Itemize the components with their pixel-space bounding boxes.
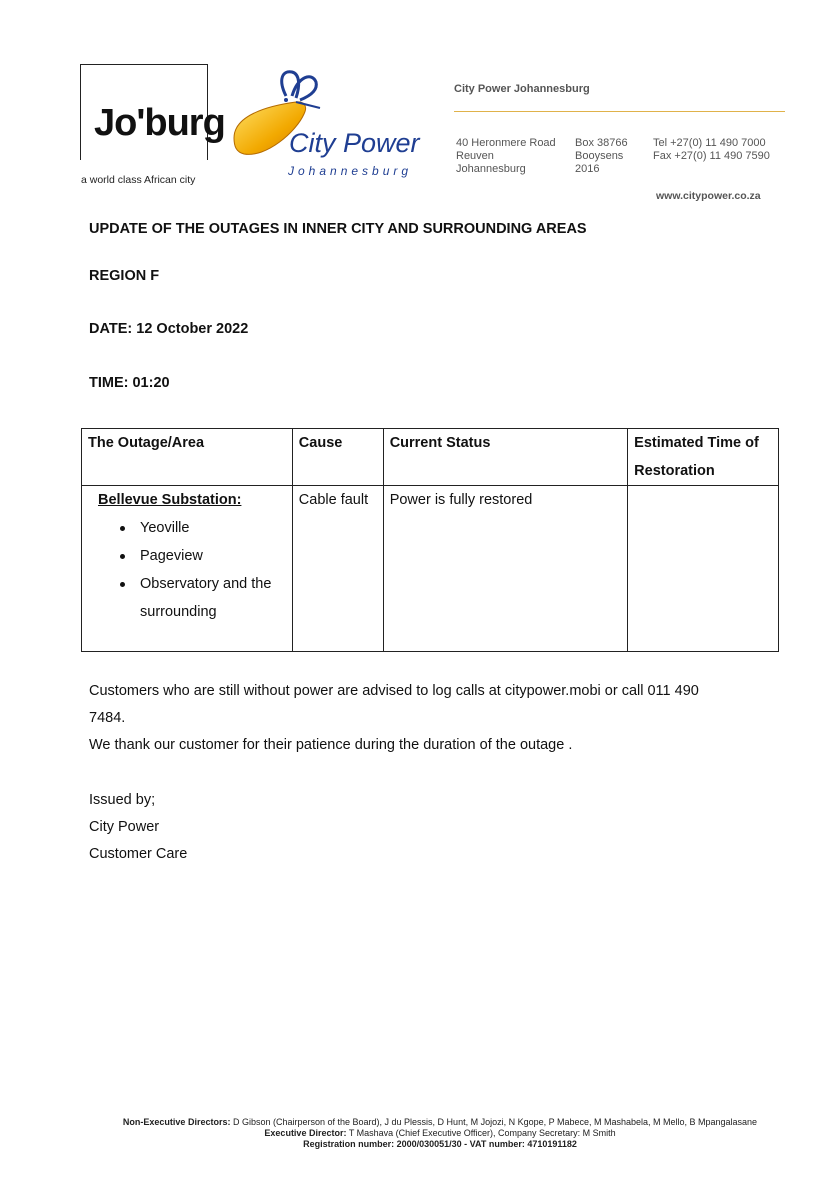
footer-non-exec-directors [60,1117,820,1128]
notice-line: We thank our customer for their patience during the duration of the outage . [89,737,573,753]
city-power-logo-subtitle: Johannesburg [288,164,413,178]
customer-notice [89,678,699,759]
column-header: Cause [292,429,383,486]
website-link[interactable]: www.citypower.co.za [656,190,761,202]
phone-line: Tel +27(0) 11 490 7000 [653,137,766,149]
company-postal-box [575,137,628,176]
company-name: City Power Johannesburg [454,83,590,95]
issued-by-label: Issued by; [89,792,156,808]
header-divider [454,111,785,112]
box-line: 2016 [575,163,600,175]
joburg-logo-wordmark: Jo'burg [94,102,225,144]
table-header-row [82,429,779,486]
footer-text: D Gibson (Chairperson of the Board), J du Plessis, D Hunt, M Jojozi, N Kgope, P Mabece, M Mashabela, M Mello, B Mpangalasane [232,1117,758,1127]
footer-text: T Mashava (Chief Executive Officer), Company Secretary: M Smith [348,1128,616,1138]
list-item: Pageview [88,542,286,570]
issuer-department: Customer Care [89,846,188,862]
box-line: Booysens [575,150,624,162]
notice-line: 7484. [89,710,126,726]
address-line: 40 Heronmere Road [456,137,556,149]
footer-label: Non-Executive Directors: [122,1117,231,1127]
column-header: Current Status [383,429,627,486]
box-line: Box 38766 [575,137,628,149]
table-row [82,486,779,652]
footer-registration [60,1139,820,1150]
outage-table [81,428,779,652]
column-header: The Outage/Area [82,429,293,486]
notice-line: Customers who are still without power are advised to log calls at citypower.mobi or call 011 490 [89,683,699,699]
fax-line: Fax +27(0) 11 490 7590 [653,150,770,162]
issuer-organisation: City Power [89,819,160,835]
column-header: Estimated Time of Restoration [628,429,779,486]
footer-label: Executive Director: [264,1128,347,1138]
status-cell: Power is fully restored [383,486,627,652]
substation-name: Bellevue Substation: [98,492,242,508]
company-address [456,137,556,176]
date-label: DATE: 12 October 2022 [89,321,249,337]
affected-areas-list [88,514,286,626]
address-line: Reuven [456,150,494,162]
address-line: Johannesburg [456,163,526,175]
joburg-tagline: a world class African city [81,174,196,186]
footer-text: Registration number: 2000/030051/30 - VAT number: 4710191182 [303,1139,577,1149]
region-label: REGION F [89,268,160,284]
document-title: UPDATE OF THE OUTAGES IN INNER CITY AND SURROUNDING AREAS [89,221,587,237]
issued-by-block [89,787,187,868]
company-phones [653,137,770,163]
city-power-logo-name: City Power [289,128,420,158]
time-label: TIME: 01:20 [89,375,170,391]
footer-exec-director [60,1128,820,1139]
outage-area-cell [82,486,293,652]
etr-cell [628,486,779,652]
list-item: Observatory and the surrounding [88,570,286,626]
footer [60,1117,820,1150]
list-item: Yeoville [88,514,286,542]
cause-cell: Cable fault [292,486,383,652]
